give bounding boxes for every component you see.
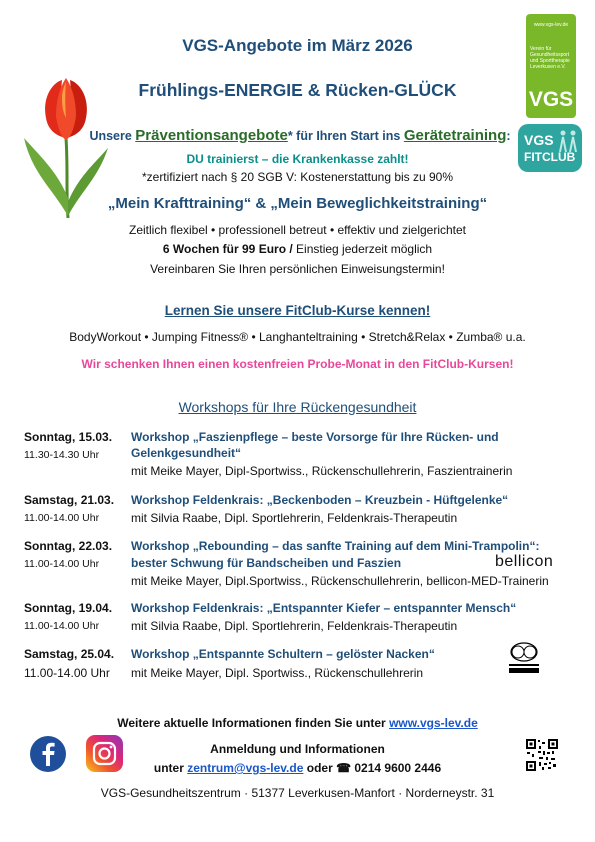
register-title: Anmeldung und Informationen	[210, 742, 385, 756]
intro-line1-pre: Unsere	[89, 129, 136, 143]
footer-info	[0, 716, 595, 730]
fitclub-courses: BodyWorkout • Jumping Fitness® • Langhanteltraining • Stretch&Relax • Zumba® u.a.	[69, 330, 526, 344]
workshop-1-title-cont: Gelenkgesundheit“	[131, 446, 242, 460]
workshop-3-date: Sonntag, 22.03.	[24, 539, 113, 553]
qr-code-icon[interactable]	[525, 738, 559, 772]
training-line1: Zeitlich flexibel • professionell betreut • effektiv und zielgerichtet	[128, 223, 467, 237]
training-heading: „Mein Krafttraining“ & „Mein Beweglichkeitstraining“	[107, 195, 488, 212]
workshop-4-time: 11.00-14.00 Uhr	[24, 620, 100, 632]
register-phone: oder ☎ 0214 9600 2446	[303, 761, 442, 775]
fitclub-people-icon	[558, 130, 578, 152]
fitclub-heading: Lernen Sie unsere FitClub-Kurse kennen!	[164, 303, 431, 318]
workshop-4-title: Workshop Feldenkrais: „Entspannter Kiefer – entspannter Mensch“	[131, 601, 517, 615]
certification-seal-icon	[505, 640, 543, 678]
training-entry: Einstieg jederzeit möglich	[296, 242, 433, 256]
workshop-2-date: Samstag, 21.03.	[24, 493, 115, 507]
workshop-2-title: Workshop Feldenkrais: „Beckenboden – Kreuzbein - Hüftgelenke“	[131, 493, 509, 507]
intro-line1-post: :	[506, 129, 511, 143]
workshop-1-title: Workshop „Faszienpflege – beste Vorsorge für Ihre Rücken- und	[131, 430, 499, 444]
footer-info-text: Weitere aktuelle Informationen finden Sie unter	[117, 716, 390, 730]
workshop-3-time: 11.00-14.00 Uhr	[24, 558, 100, 570]
workshop-5-speaker: mit Meike Mayer, Dipl. Sportwiss., Rückenschullehrerin	[131, 666, 424, 680]
workshop-2-speaker: mit Silvia Raabe, Dipl. Sportlehrerin, Feldenkrais-Therapeutin	[131, 511, 458, 525]
intro-line1-mid: * für Ihren Start ins	[287, 129, 404, 143]
website-link[interactable]: www.vgs-lev.de	[389, 716, 478, 730]
praevention-link[interactable]: Präventionsangebote	[135, 127, 288, 144]
training-price: 6 Wochen für 99 Euro /	[162, 242, 297, 256]
workshop-5-title: Workshop „Entspannte Schultern – gelöster Nacken“	[131, 647, 435, 661]
intro-krankenkasse: DU trainierst – die Krankenkasse zahlt!	[186, 152, 409, 166]
geraetetraining-link[interactable]: Gerätetraining	[403, 127, 507, 144]
workshop-3-title-cont: bester Schwung für Bandscheiben und Faszien	[131, 556, 402, 570]
register-pre: unter	[153, 761, 188, 775]
page-subtitle: Frühlings-ENERGIE & Rücken-GLÜCK	[138, 80, 457, 100]
intro-line1	[60, 127, 540, 144]
workshop-5-date: Samstag, 25.04.	[24, 647, 115, 661]
email-link[interactable]: zentrum@vgs-lev.de	[187, 761, 304, 775]
training-line2	[0, 242, 595, 256]
page-title: VGS-Angebote im März 2026	[182, 36, 413, 55]
workshops-heading: Workshops für Ihre Rückengesundheit	[178, 399, 417, 415]
fitclub-logo-line2: FITCLUB	[524, 150, 576, 164]
workshop-5-time: 11.00-14.00 Uhr	[24, 666, 110, 680]
footer-address: VGS-Gesundheitszentrum · 51377 Leverkusen-Manfort · Norderneystr. 31	[100, 786, 495, 800]
vgs-logo-url: www.vgs-lev.de	[533, 22, 569, 28]
intro-certified: *zertifiziert nach § 20 SGB V: Kostenerstattung bis zu 90%	[141, 170, 454, 184]
vgs-logo	[526, 14, 576, 118]
training-line3: Vereinbaren Sie Ihren persönlichen Einweisungstermin!	[150, 262, 445, 276]
bellicon-logo: bellicon	[495, 553, 554, 570]
workshop-1-date: Sonntag, 15.03.	[24, 430, 113, 444]
workshop-1-time: 11.30-14.30 Uhr	[24, 449, 100, 461]
workshop-4-speaker: mit Silvia Raabe, Dipl. Sportlehrerin, Feldenkrais-Therapeutin	[131, 619, 458, 633]
workshop-3-title: Workshop „Rebounding – das sanfte Training auf dem Mini-Trampolin“:	[131, 539, 540, 553]
fitclub-logo-line1: VGS	[524, 132, 554, 148]
workshop-1-speaker: mit Meike Mayer, Dipl-Sportwiss., Rückenschullehrerin, Faszientrainerin	[131, 464, 513, 478]
register-line	[0, 761, 595, 775]
workshop-2-time: 11.00-14.00 Uhr	[24, 512, 100, 524]
vgs-logo-tagline: Verein für Gesundheitssport und Sporttherapie Leverkusen e.V.	[530, 46, 570, 70]
vgs-logo-name: VGS	[528, 88, 574, 111]
workshop-4-date: Sonntag, 19.04.	[24, 601, 113, 615]
fitclub-offer: Wir schenken Ihnen einen kostenfreien Probe-Monat in den FitClub-Kursen!	[81, 357, 514, 371]
workshop-3-speaker: mit Meike Mayer, Dipl.Sportwiss., Rückenschullehrerin, bellicon-MED-Trainerin	[131, 574, 549, 588]
